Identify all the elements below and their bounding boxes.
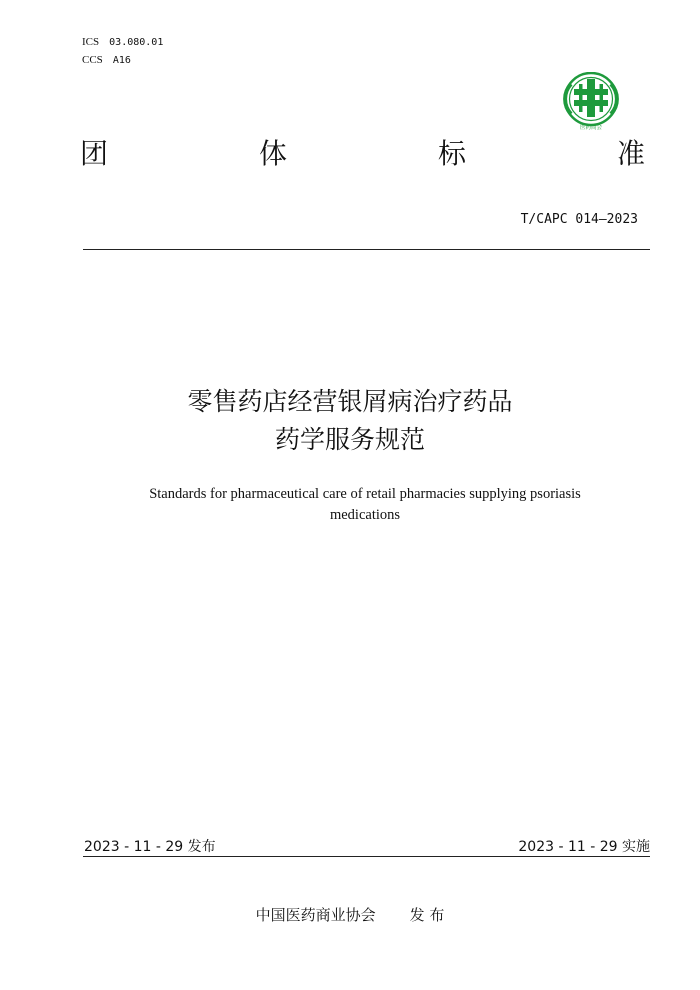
ics-value: 03.080.01	[109, 37, 164, 48]
title-cn-line2: 药学服务规范	[274, 425, 425, 454]
ics-code	[82, 36, 163, 48]
standard-type-heading	[80, 132, 645, 172]
standard-type-char: 体	[258, 137, 287, 170]
publisher-org: 中国医药商业协会	[255, 906, 376, 924]
issue-date: 2023 - 11 - 29 发布	[84, 839, 216, 855]
ccs-value: A16	[112, 55, 131, 66]
pharmacy-cross-logo-icon	[552, 72, 630, 132]
title-en-line2: medications	[329, 507, 401, 523]
standard-type-char: 标	[437, 137, 466, 170]
publisher-line	[0, 904, 700, 925]
header-divider	[83, 249, 650, 250]
ccs-label: CCS	[82, 54, 103, 66]
title-en-line1: Standards for pharmaceutical care of retail pharmacies supplying psoriasis	[149, 486, 581, 502]
logo-caption: 医药商会	[579, 125, 603, 131]
implement-date: 2023 - 11 - 29 实施	[518, 839, 650, 855]
title-cn-line1: 零售药店经营银屑病治疗药品	[187, 387, 513, 416]
standard-number: T/CAPC 014—2023	[520, 212, 638, 227]
association-logo	[552, 72, 630, 132]
footer-divider	[83, 856, 650, 857]
publisher-action: 发 布	[409, 906, 445, 924]
ccs-code	[82, 54, 131, 66]
standard-type-char: 团	[80, 137, 109, 170]
ics-label: ICS	[82, 36, 100, 48]
standard-type-char: 准	[616, 137, 645, 170]
